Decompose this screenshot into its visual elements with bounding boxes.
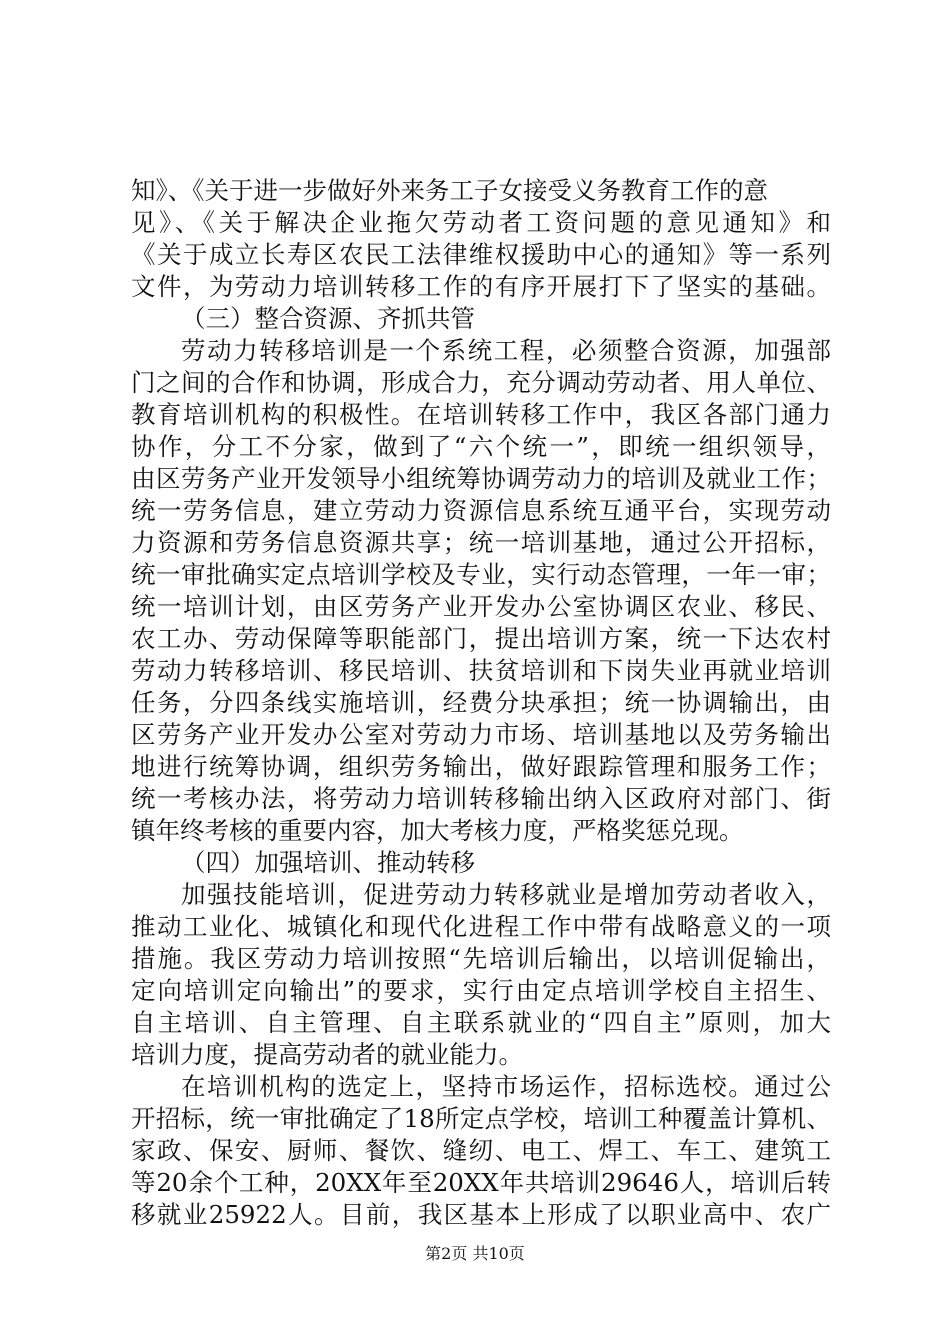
- body-line: 力资源和劳务信息资源共享；统一培训基地，通过公开招标，: [131, 528, 831, 557]
- body-line: 措施。我区劳动力培训按照“先培训后输出，以培训促输出，: [131, 944, 831, 973]
- body-line: 协作，分工不分家，做到了“六个统一”，即统一组织领导，: [131, 432, 831, 461]
- body-line: 开招标，统一审批确定了18所定点学校，培训工种覆盖计算机、: [131, 1104, 831, 1133]
- body-line: 地进行统筹协调，组织劳务输出，做好跟踪管理和服务工作；: [131, 752, 831, 781]
- body-line: 教育培训机构的积极性。在培训转移工作中，我区各部门通力: [131, 400, 831, 429]
- body-line: 镇年终考核的重要内容，加大考核力度，严格奖惩兑现。: [131, 816, 744, 845]
- body-line: 统一审批确实定点培训学校及专业，实行动态管理，一年一审；: [131, 560, 831, 589]
- body-line: 农工办、劳动保障等职能部门，提出培训方案，统一下达农村: [131, 624, 831, 653]
- paragraph-first-line: 加强技能培训，促进劳动力转移就业是增加劳动者收入，: [181, 880, 831, 909]
- body-line: 劳动力转移培训、移民培训、扶贫培训和下岗失业再就业培训: [131, 656, 831, 685]
- body-line: 家政、保安、厨师、餐饮、缝纫、电工、焊工、车工、建筑工: [131, 1136, 831, 1165]
- body-line: 门之间的合作和协调，形成合力，充分调动劳动者、用人单位、: [131, 368, 831, 397]
- body-line: 《关于成立长寿区农民工法律维权援助中心的通知》等一系列: [131, 240, 831, 269]
- body-line: 见》、《关于解决企业拖欠劳动者工资问题的意见通知》和: [131, 208, 831, 237]
- body-line: 统一劳务信息，建立劳动力资源信息系统互通平台，实现劳动: [131, 496, 831, 525]
- body-line: 文件，为劳动力培训转移工作的有序开展打下了坚实的基础。: [131, 272, 831, 301]
- body-line: 移就业25922人。目前，我区基本上形成了以职业高中、农广: [131, 1200, 831, 1229]
- page-footer: 第2页 共10页: [425, 1244, 525, 1263]
- section-heading: （四）加强培训、推动转移: [181, 848, 475, 877]
- body-line: 知》、《关于进一步做好外来务工子女接受义务教育工作的意: [131, 176, 768, 205]
- body-line: 统一考核办法，将劳动力培训转移输出纳入区政府对部门、街: [131, 784, 831, 813]
- paragraph-first-line: 劳动力转移培训是一个系统工程，必须整合资源，加强部: [181, 336, 831, 365]
- body-line: 由区劳务产业开发领导小组统筹协调劳动力的培训及就业工作；: [131, 464, 831, 493]
- body-line: 等20余个工种，20XX年至20XX年共培训29646人，培训后转: [131, 1168, 831, 1197]
- body-line: 统一培训计划，由区劳务产业开发办公室协调区农业、移民、: [131, 592, 831, 621]
- body-line: 推动工业化、城镇化和现代化进程工作中带有战略意义的一项: [131, 912, 831, 941]
- body-line: 区劳务产业开发办公室对劳动力市场、培训基地以及劳务输出: [131, 720, 831, 749]
- body-line: 培训力度，提高劳动者的就业能力。: [131, 1040, 523, 1069]
- body-line: 定向培训定向输出”的要求，实行由定点培训学校自主招生、: [131, 976, 831, 1005]
- body-line: 任务，分四条线实施培训，经费分块承担；统一协调输出，由: [131, 688, 831, 717]
- paragraph-first-line: 在培训机构的选定上，坚持市场运作，招标选校。通过公: [181, 1072, 831, 1101]
- body-line: 自主培训、自主管理、自主联系就业的“四自主”原则，加大: [131, 1008, 831, 1037]
- section-heading: （三）整合资源、齐抓共管: [181, 304, 475, 333]
